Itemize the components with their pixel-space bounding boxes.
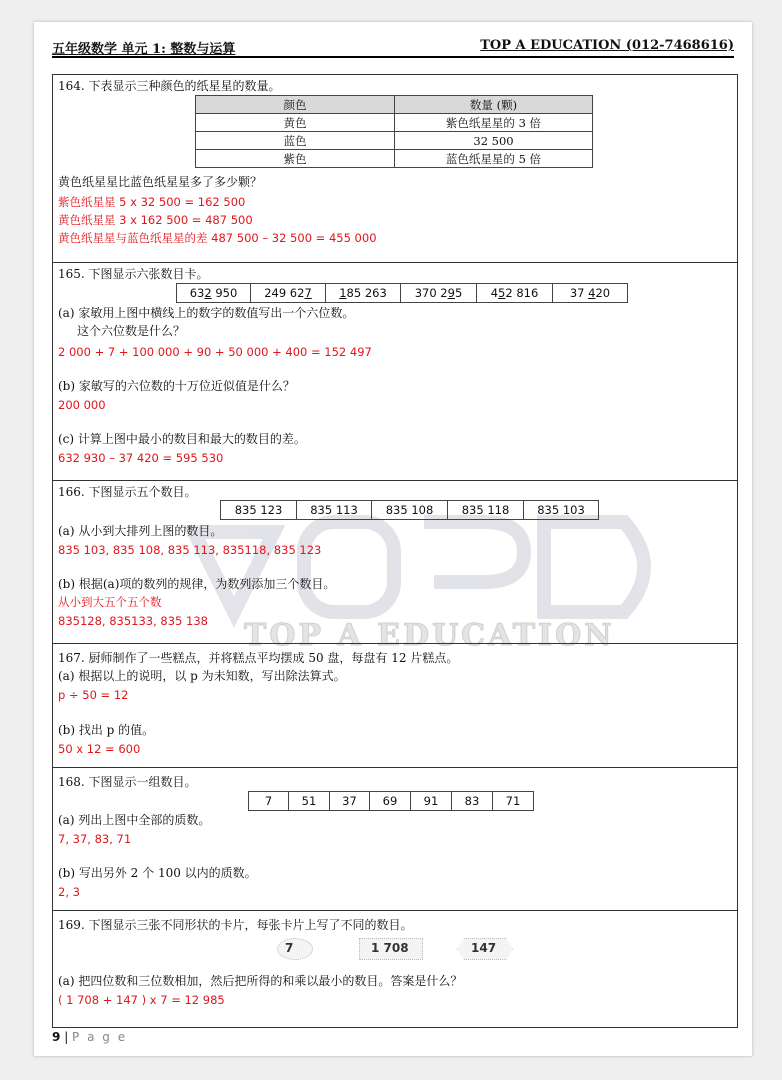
number-box: 83 <box>452 792 493 810</box>
table-row <box>196 114 593 132</box>
q165-a-question: (a) 家敏用上图中横线上的数字的数值写出一个六位数。 <box>58 306 355 320</box>
q165-number-cards <box>176 283 628 303</box>
q169-title: 169. 下图显示三张不同形状的卡片，每张卡片上写了不同的数目。 <box>58 918 413 932</box>
footer-separator: | <box>64 1030 73 1044</box>
q165-c-answer: 632 930 – 37 420 = 595 530 <box>58 451 224 465</box>
card-number: 147 <box>471 941 497 955</box>
question-167 <box>53 644 737 768</box>
header-contact: TOP A EDUCATION (012-7468616) <box>480 38 734 53</box>
q165-b-question: (b) 家敏写的六位数的十万位近似值是什么？ <box>58 379 295 393</box>
table-cell: 蓝色纸星星的 5 倍 <box>395 150 593 168</box>
q168-number-boxes <box>248 791 534 811</box>
number-card: 452 816 <box>477 284 553 302</box>
card-shape <box>277 938 313 960</box>
table-cell: 黄色 <box>196 114 395 132</box>
question-166 <box>53 481 737 644</box>
header-title: 五年级数学 单元 1: 整数与运算 <box>52 42 236 57</box>
table-row <box>196 132 593 150</box>
table-cell: 蓝色 <box>196 132 395 150</box>
shape-card-star <box>471 941 496 955</box>
number-box: 835 108 <box>372 501 448 519</box>
q164-answer-line: 紫色纸星星 5 x 32 500 = 162 500 <box>58 195 246 209</box>
number-card: 37 420 <box>569 286 611 300</box>
q168-b-question: (b) 写出另外 2 个 100 以内的质数。 <box>58 866 257 880</box>
number-box: 835 123 <box>221 501 297 519</box>
question-165 <box>53 263 737 481</box>
page-header <box>52 36 734 58</box>
page-footer <box>52 1030 127 1044</box>
number-box: 835 118 <box>448 501 524 519</box>
question-box <box>52 74 738 1028</box>
table-header: 颜色 <box>196 96 395 114</box>
number-box: 69 <box>370 792 411 810</box>
page-number: 9 <box>52 1030 61 1044</box>
table-row <box>196 150 593 168</box>
q165-a-question-cont: 这个六位数是什么？ <box>77 324 186 338</box>
q166-a-question: (a) 从小到大排列上图的数目。 <box>58 524 223 538</box>
q164-title: 164. 下表显示三种颜色的纸星星的数量。 <box>58 79 281 93</box>
question-169 <box>53 911 737 1027</box>
q166-b-question: (b) 根据(a)项的数列的规律，为数列添加三个数目。 <box>58 577 336 591</box>
document-page <box>34 22 752 1056</box>
number-box: 7 <box>249 792 289 810</box>
number-box: 37 <box>330 792 370 810</box>
q165-c-question: (c) 计算上图中最小的数目和最大的数目的差。 <box>58 432 306 446</box>
q164-answer-line: 黄色纸星星 3 x 162 500 = 487 500 <box>58 213 253 227</box>
q165-b-answer: 200 000 <box>58 398 106 412</box>
q164-table <box>195 95 593 168</box>
page-label: P a g e <box>72 1030 128 1044</box>
table-header: 数量 (颗) <box>395 96 593 114</box>
q167-b-answer: 50 x 12 = 600 <box>58 742 141 756</box>
number-box: 91 <box>411 792 452 810</box>
q166-title: 166. 下图显示五个数目。 <box>58 485 197 499</box>
q169-a-question: (a) 把四位数和三位数相加，然后把所得的和乘以最小的数目。答案是什么？ <box>58 974 463 988</box>
q164-answer-line: 黄色纸星星与蓝色纸星星的差 487 500 – 32 500 = 455 000 <box>58 231 377 245</box>
q165-a-answer: 2 000 + 7 + 100 000 + 90 + 50 000 + 400 = 152 497 <box>58 345 372 359</box>
number-card: 185 263 <box>326 284 401 302</box>
table-cell: 紫色纸星星的 3 倍 <box>395 114 593 132</box>
q166-b-answer-note: 从小到大五个五个数 <box>58 595 162 609</box>
number-card: 249 627 <box>251 284 326 302</box>
q168-a-answer: 7, 37, 83, 71 <box>58 832 132 846</box>
table-cell: 32 500 <box>395 132 593 150</box>
q168-title: 168. 下图显示一组数目。 <box>58 775 197 789</box>
q168-a-question: (a) 列出上图中全部的质数。 <box>58 813 211 827</box>
card-number: 1 708 <box>371 941 409 955</box>
q164-question: 黄色纸星星比蓝色纸星星多了多少颗？ <box>58 175 263 189</box>
shape-card-circle <box>285 941 293 955</box>
shape-card-rect <box>371 941 409 955</box>
watermark-text: TOP A EDUCATION <box>244 618 615 653</box>
q169-a-answer: ( 1 708 + 147 ) x 7 = 12 985 <box>58 993 225 1007</box>
q167-a-question: (a) 根据以上的说明，以 p 为未知数，写出除法算式。 <box>58 669 346 683</box>
question-164 <box>53 75 737 263</box>
q166-b-answer: 835128, 835133, 835 138 <box>58 614 208 628</box>
q167-b-question: (b) 找出 p 的值。 <box>58 723 155 737</box>
card-number: 7 <box>285 941 294 955</box>
q165-title: 165. 下图显示六张数目卡。 <box>58 267 209 281</box>
table-cell: 紫色 <box>196 150 395 168</box>
number-box: 71 <box>505 794 521 808</box>
question-168 <box>53 768 737 911</box>
number-card: 632 950 <box>177 284 251 302</box>
q168-b-answer: 2, 3 <box>58 885 80 899</box>
q167-title: 167. 厨师制作了一些糕点，并将糕点平均摆成 50 盘，每盘有 12 片糕点。 <box>58 651 459 665</box>
number-box: 835 103 <box>537 503 585 517</box>
number-box: 51 <box>289 792 330 810</box>
number-card: 370 295 <box>401 284 477 302</box>
q167-a-answer: p ÷ 50 = 12 <box>58 688 129 702</box>
q166-number-boxes <box>220 500 599 520</box>
number-box: 835 113 <box>297 501 372 519</box>
q166-a-answer: 835 103, 835 108, 835 113, 835118, 835 123 <box>58 543 322 557</box>
